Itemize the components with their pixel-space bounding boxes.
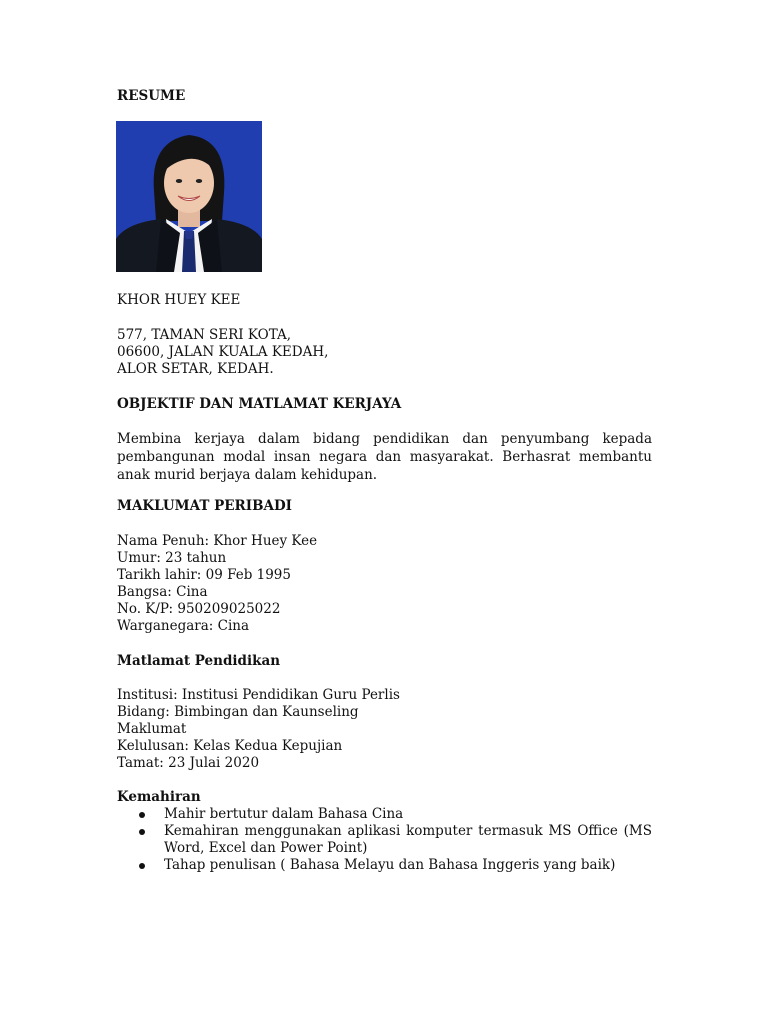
profile-photo: [116, 121, 262, 272]
list-item: Kemahiran menggunakan aplikasi komputer termasuk MS Office (MS Word, Excel dan Power Point): [117, 823, 652, 857]
objective-heading: OBJEKTIF DAN MATLAMAT KERJAYA: [117, 396, 402, 412]
education-item: Tamat: 23 Julai 2020: [117, 755, 260, 771]
education-item: Maklumat: [117, 721, 187, 737]
bullet-icon: [139, 812, 145, 818]
personal-item: Bangsa: Cina: [117, 584, 208, 600]
education-item: Institusi: Institusi Pendidikan Guru Perlis: [117, 687, 400, 703]
education-item: Kelulusan: Kelas Kedua Kepujian: [117, 738, 343, 754]
personal-heading: MAKLUMAT PERIBADI: [117, 498, 292, 514]
bullet-icon: [139, 829, 145, 835]
list-item: Tahap penulisan ( Bahasa Melayu dan Bahasa Inggeris yang baik): [117, 857, 652, 874]
address-line: ALOR SETAR, KEDAH.: [117, 361, 274, 377]
personal-item: Warganegara: Cina: [117, 618, 250, 634]
list-item: Mahir bertutur dalam Bahasa Cina: [117, 806, 652, 823]
education-heading: Matlamat Pendidikan: [117, 653, 281, 669]
address-line: 577, TAMAN SERI KOTA,: [117, 327, 292, 343]
address-line: 06600, JALAN KUALA KEDAH,: [117, 344, 329, 360]
personal-item: Nama Penuh: Khor Huey Kee: [117, 533, 318, 549]
bullet-icon: [139, 863, 145, 869]
objective-text: Membina kerjaya dalam bidang pendidikan dan penyumbang kepada pembangunan modal insan negara dan masyarakat. Berhasrat membantu anak murid berjaya dalam kehidupan.: [117, 431, 652, 483]
personal-item: Tarikh lahir: 09 Feb 1995: [117, 567, 291, 583]
address-block: [117, 327, 652, 378]
skills-list: [117, 806, 652, 874]
full-name: KHOR HUEY KEE: [117, 292, 241, 308]
personal-item: Umur: 23 tahun: [117, 550, 227, 566]
education-details: [117, 687, 652, 772]
resume-title: RESUME: [117, 88, 186, 104]
personal-item: No. K/P: 950209025022: [117, 601, 281, 617]
personal-details: [117, 533, 652, 635]
education-item: Bidang: Bimbingan dan Kaunseling: [117, 704, 359, 720]
skills-heading: Kemahiran: [117, 789, 201, 805]
